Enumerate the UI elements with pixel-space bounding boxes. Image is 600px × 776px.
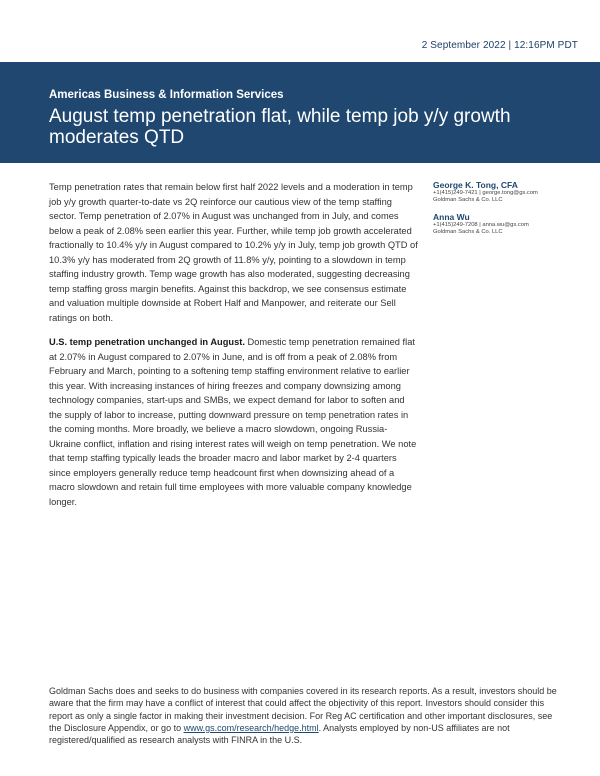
author-name: George K. Tong, CFA (433, 180, 518, 190)
disclosure-text-end: . Analysts employed by non-US affiliates are not registered/qualified as research analysts with FINRA in the U.S. (49, 722, 510, 746)
report-headline: August temp penetration flat, while temp job y/y growth moderates QTD (49, 106, 511, 148)
report-body (49, 180, 419, 519)
author-panel (433, 180, 583, 244)
section-label: Americas Business & Information Services (49, 89, 284, 101)
disclosure-link[interactable]: www.gs.com/research/hedge.html (183, 722, 319, 733)
section-paragraph (49, 335, 419, 509)
report-dateline: 2 September 2022 | 12:16PM PDT (421, 40, 578, 51)
section-lead: U.S. temp penetration unchanged in August. (49, 337, 245, 347)
author-contact[interactable]: +1(415)249-7208 | anna.wu@gs.com (433, 222, 529, 228)
author-block (433, 212, 583, 236)
author-name: Anna Wu (433, 212, 470, 222)
author-firm: Goldman Sachs & Co. LLC (433, 229, 503, 235)
section-text: Domestic temp penetration remained flat at 2.07% in August compared to 2.07% in June, and is off from a peak of 2.08% from February and March, pointing to a softening temp staffing environment relative to earlier this year. With increasing instances of hiring freezes and company downsizing among technology companies, start-ups and SMBs, we expect demand for labor to soften and the supply of labor to increase, putting downward pressure on temp penetration rates in the coming months. More broadly, we believe a macro slowdown, ongoing Russia-Ukraine conflict, inflation and rising interest rates will weigh on temp penetration. We note that temp staffing typically leads the broader macro and labor market by 2-4 quarters since employers generally reduce temp headcount first when downsizing ahead of a macro slowdown and retain full time employees with more valuable company knowledge longer. (49, 337, 417, 507)
disclosure-text: Goldman Sachs does and seeks to do business with companies covered in its research reports. As a result, investors should be aware that the firm may have a conflict of interest that could affect the objectivity of this report. Investors should consider this report as only a single factor in making their investment decision. For Reg AC certification and other important disclosures, see the Disclosure Appendix, or go to (49, 686, 557, 733)
author-contact[interactable]: +1(415)249-7421 | george.tong@gs.com (433, 190, 538, 196)
author-block (433, 180, 583, 204)
disclosure-footer (49, 685, 564, 746)
author-firm: Goldman Sachs & Co. LLC (433, 197, 503, 203)
summary-paragraph: Temp penetration rates that remain below first half 2022 levels and a moderation in temp job y/y growth quarter-to-date vs 2Q reinforce our cautious view of the temp staffing sector. Temp penetration of 2.07% in August was unchanged from in July, and comes below a peak of 2.08% seen earlier this year. Further, while temp job growth accelerated fractionally to 10.4% y/y in August compared to 10.2% y/y in July, temp job growth QTD of 10.3% y/y has moderated from 2Q growth of 11.8% y/y, pointing to a slowdown in temp staffing industry growth. Temp wage growth has also moderated, suggesting decreasing temp staffing gross margin benefits. Against this backdrop, we see consensus estimate and valuation multiple downside at Robert Half and Manpower, and reiterate our Sell ratings on both. (49, 182, 418, 323)
title-banner (0, 62, 600, 163)
